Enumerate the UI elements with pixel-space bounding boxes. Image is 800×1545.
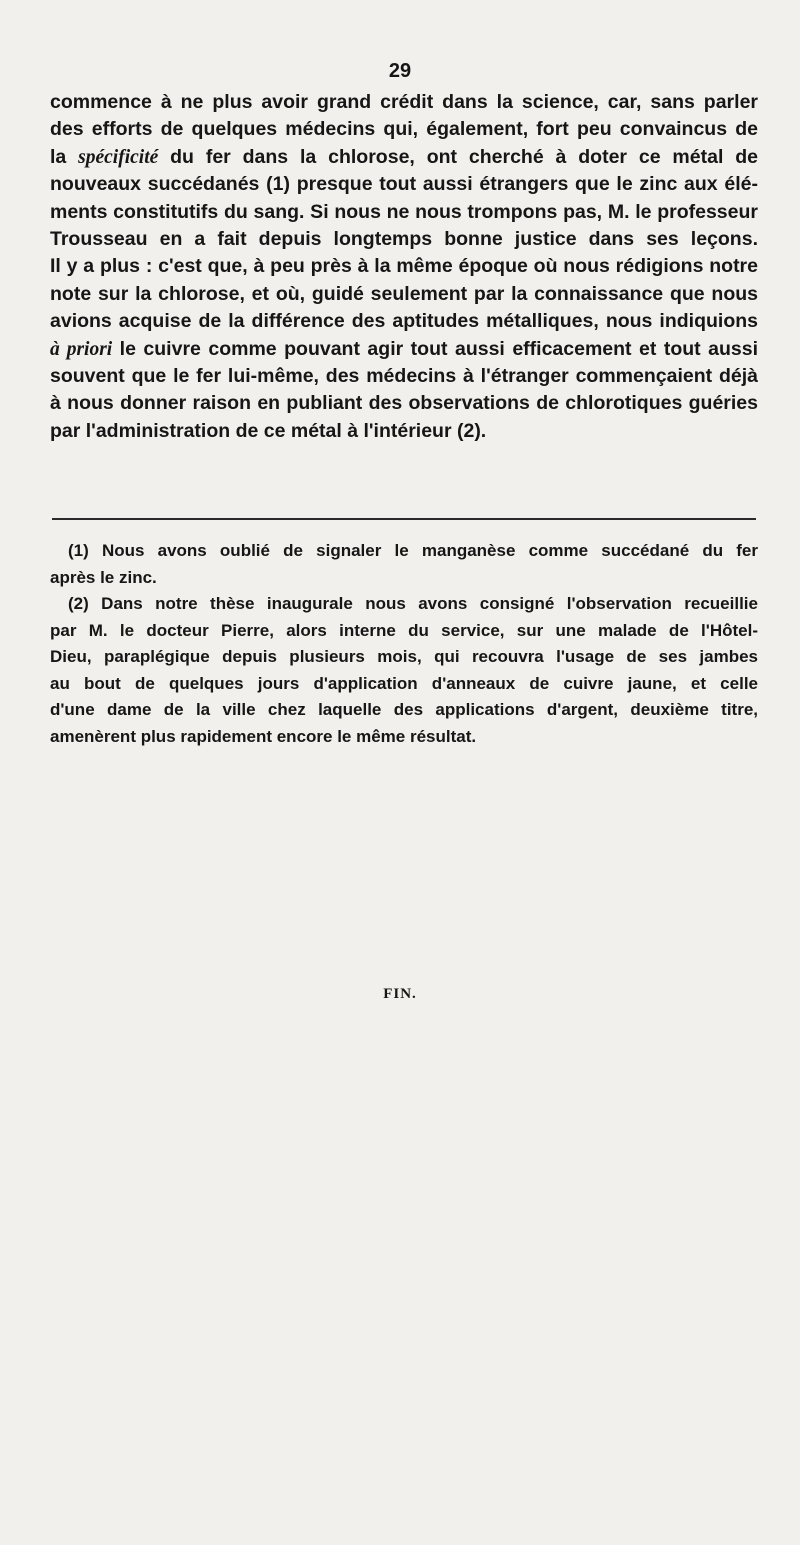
text-line: amenèrent plus rapidement encore le même résultat. bbox=[50, 726, 477, 746]
text-line: nouveaux succédanés (1) presque tout aussi étrangers que le zinc aux élé- bbox=[50, 173, 758, 196]
footnote bbox=[50, 591, 758, 750]
main-paragraph bbox=[50, 89, 758, 445]
text-line: note sur la chlorose, et où, guidé seulement par la connaissance que nous bbox=[50, 282, 758, 305]
footnote bbox=[50, 538, 758, 591]
text-line: Trousseau en a fait depuis longtemps bonne justice dans ses leçons. bbox=[50, 228, 758, 251]
text-line: la spécificité du fer dans la chlorose, ont cherché à doter ce métal de bbox=[50, 145, 758, 168]
italic-emphasis: à priori bbox=[50, 338, 113, 360]
text-line: au bout de quelques jours d'application d'anneaux de cuivre jaune, et celle bbox=[50, 673, 758, 693]
end-mark: FIN. bbox=[383, 986, 417, 1002]
text-line: avions acquise de la différence des aptitudes métalliques, nous indiquions bbox=[50, 310, 758, 333]
footnote-separator-rule bbox=[52, 518, 756, 520]
text-line: ments constitutifs du sang. Si nous ne nous trompons pas, M. le professeur bbox=[50, 200, 758, 223]
text-line: à priori le cuivre comme pouvant agir tout aussi efficacement et tout aussi bbox=[50, 337, 758, 360]
text-line: souvent que le fer lui-même, des médecins à l'étranger commençaient déjà bbox=[50, 365, 758, 388]
text-line: à nous donner raison en publiant des observations de chlorotiques guéries bbox=[50, 392, 758, 415]
text-line: commence à ne plus avoir grand crédit dans la science, car, sans parler bbox=[50, 91, 758, 113]
text-line: par l'administration de ce métal à l'intérieur (2). bbox=[50, 419, 487, 442]
text-line: des efforts de quelques médecins qui, également, fort peu convaincus de bbox=[50, 118, 758, 141]
text-line: par M. le docteur Pierre, alors interne du service, sur une malade de l'Hôtel- bbox=[50, 620, 758, 640]
text-line: d'une dame de la ville chez laquelle des applications d'argent, deuxième titre, bbox=[50, 700, 758, 719]
text-line: Il y a plus : c'est que, à peu près à la même époque où nous rédigions notre bbox=[50, 255, 758, 278]
page-number: 29 bbox=[388, 60, 412, 82]
text-line: (2) Dans notre thèse inaugurale nous avons consigné l'observation recueillie bbox=[68, 594, 758, 613]
italic-emphasis: spécificité bbox=[78, 146, 159, 168]
text-line: après le zinc. bbox=[50, 567, 157, 587]
text-line: (1) Nous avons oublié de signaler le manganèse comme succédané du fer bbox=[68, 541, 758, 560]
footnotes-block bbox=[50, 538, 758, 750]
text-line: Dieu, paraplégique depuis plusieurs mois, qui recouvra l'usage de ses jambes bbox=[50, 647, 758, 666]
